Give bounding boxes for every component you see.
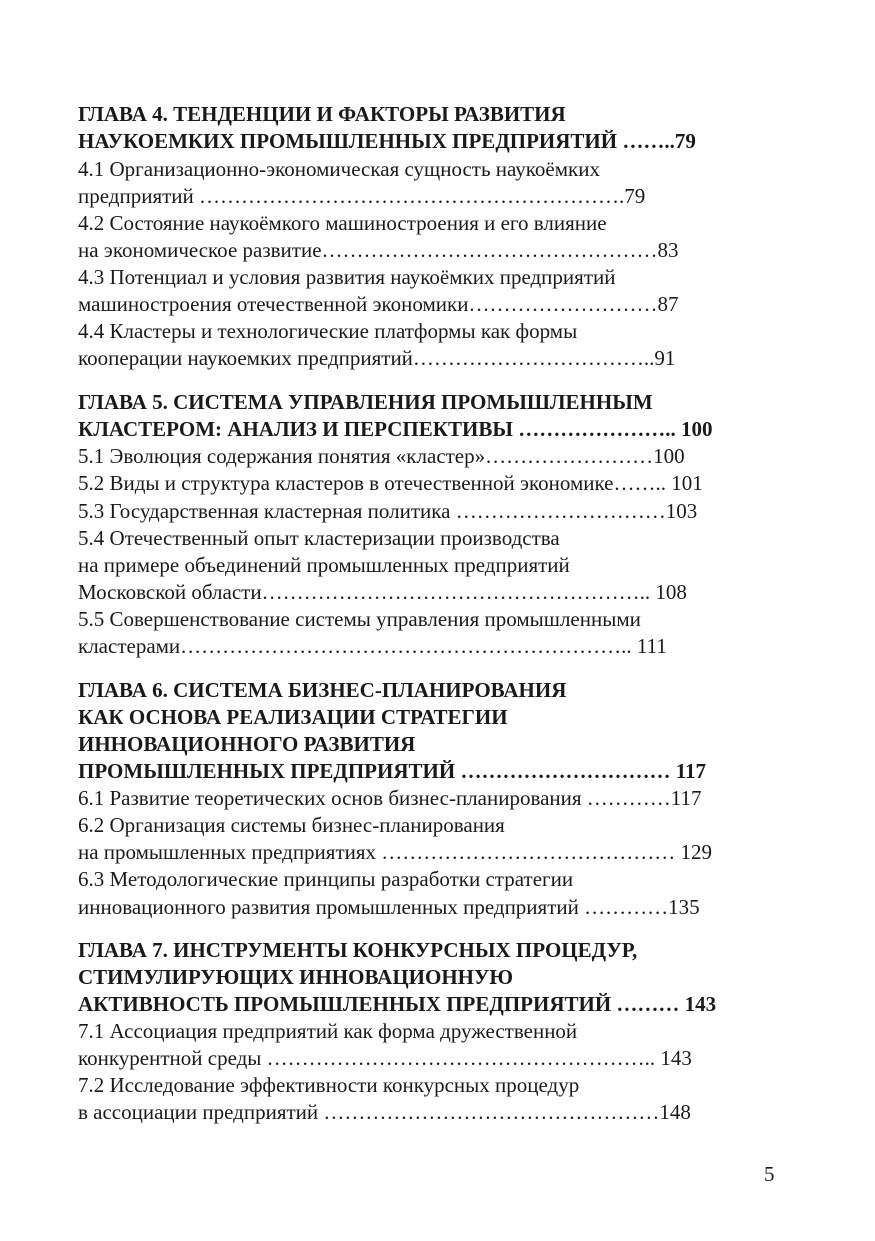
chapter-6-title-line-4: ПРОМЫШЛЕННЫХ ПРЕДПРИЯТИЙ ………………………… 117 [78,759,707,783]
section-4-3-line-2: машиностроения отечественной экономики………………………87 [78,292,679,316]
section-5-5-line-2: кластерами……………………………………………………….. 111 [78,634,667,658]
chapter-4-title-line-1: ГЛАВА 4. ТЕНДЕНЦИИ И ФАКТОРЫ РАЗВИТИЯ [78,102,566,126]
section-6-2-line-1: 6.2 Организация системы бизнес-планирования [78,813,505,837]
section-5-1: 5.1 Эволюция содержания понятия «кластер»……………………100 [78,444,685,468]
section-4-2-line-1: 4.2 Состояние наукоёмкого машиностроения и его влияние [78,211,607,235]
chapter-5-title-line-1: ГЛАВА 5. СИСТЕМА УПРАВЛЕНИЯ ПРОМЫШЛЕННЫМ [78,390,653,414]
section-4-3-line-1: 4.3 Потенциал и условия развития наукоёмких предприятий [78,265,616,289]
section-5-4-line-2: на примере объединений промышленных предприятий [78,553,570,577]
chapter-6-title-line-2: КАК ОСНОВА РЕАЛИЗАЦИИ СТРАТЕГИИ [78,705,508,729]
chapter-7-title-line-1: ГЛАВА 7. ИНСТРУМЕНТЫ КОНКУРСНЫХ ПРОЦЕДУР, [78,938,638,962]
section-4-4-line-1: 4.4 Кластеры и технологические платформы как формы [78,319,578,343]
section-4-1-line-2: предприятий …………………………………………………….79 [78,184,646,208]
section-7-2-line-2: в ассоциации предприятий …………………………………………148 [78,1100,691,1124]
chapter-5-title-line-2: КЛАСТЕРОМ: АНАЛИЗ И ПЕРСПЕКТИВЫ ………………….. 100 [78,417,713,441]
section-7-1-line-1: 7.1 Ассоциация предприятий как форма дружественной [78,1019,578,1043]
chapter-4-title-line-2: НАУКОЕМКИХ ПРОМЫШЛЕННЫХ ПРЕДПРИЯТИЙ ……..79 [78,129,696,153]
section-7-1-line-2: конкурентной среды ……………………………………………….. 143 [78,1046,692,1070]
chapter-6-title-line-1: ГЛАВА 6. СИСТЕМА БИЗНЕС-ПЛАНИРОВАНИЯ [78,678,567,702]
chapter-7-title-line-3: АКТИВНОСТЬ ПРОМЫШЛЕННЫХ ПРЕДПРИЯТИЙ ……… 143 [78,992,717,1016]
page-number: 5 [764,1162,775,1186]
section-5-5-line-1: 5.5 Совершенствование системы управления промышленными [78,607,641,631]
section-5-2: 5.2 Виды и структура кластеров в отечественной экономике…….. 101 [78,471,703,495]
section-5-4-line-1: 5.4 Отечественный опыт кластеризации производства [78,526,560,550]
section-4-4-line-2: кооперации наукоемких предприятий……………………………..91 [78,346,676,370]
section-5-4-line-3: Московской области……………………………………………….. 108 [78,580,687,604]
section-6-2-line-2: на промышленных предприятиях …………………………………… 129 [78,840,713,864]
section-6-1: 6.1 Развитие теоретических основ бизнес-планирования …………117 [78,786,702,810]
chapter-6-title-line-3: ИННОВАЦИОННОГО РАЗВИТИЯ [78,732,416,756]
chapter-7-title-line-2: СТИМУЛИРУЮЩИХ ИННОВАЦИОННУЮ [78,965,514,989]
section-4-2-line-2: на экономическое развитие…………………………………………83 [78,238,679,262]
section-6-3-line-1: 6.3 Методологические принципы разработки стратегии [78,867,574,891]
section-4-1-line-1: 4.1 Организационно-экономическая сущность наукоёмких [78,157,600,181]
section-6-3-line-2: инновационного развития промышленных предприятий …………135 [78,895,700,919]
section-7-2-line-1: 7.2 Исследование эффективности конкурсных процедур [78,1073,580,1097]
section-5-3: 5.3 Государственная кластерная политика …………………………103 [78,499,698,523]
